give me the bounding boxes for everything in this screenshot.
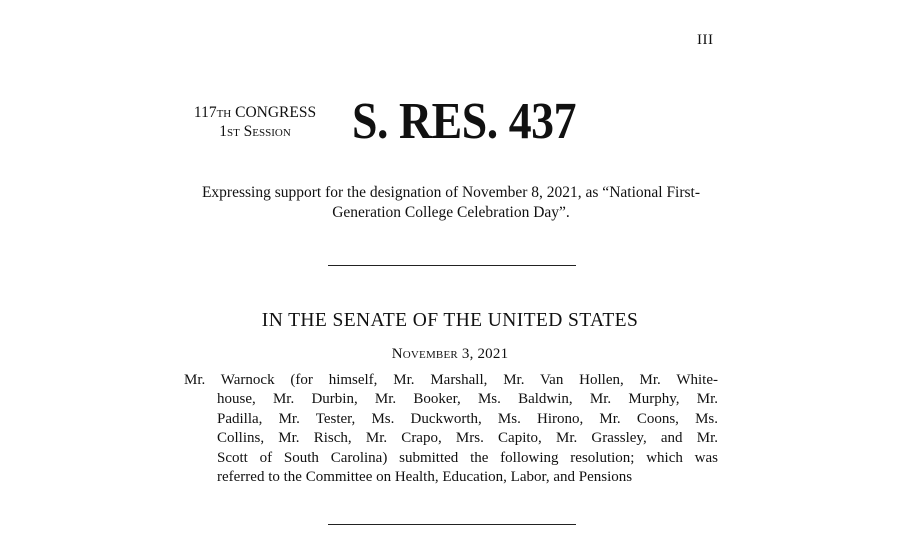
sponsor-line: Padilla, Mr. Tester, Ms. Duckworth, Ms. Hirono, Mr. Coons, Ms. bbox=[217, 410, 718, 427]
sponsor-line: Mr. Warnock (for himself, Mr. Marshall, Mr. Van Hollen, Mr. White- bbox=[184, 372, 718, 388]
sponsor-line: Collins, Mr. Risch, Mr. Crapo, Mrs. Capito, Mr. Grassley, and Mr. bbox=[217, 430, 718, 447]
congress-label: 117th CONGRESS bbox=[193, 104, 317, 121]
bill-number: S. RES. 437 bbox=[352, 93, 577, 150]
divider-top bbox=[328, 265, 576, 266]
action-date: November 3, 2021 bbox=[391, 346, 509, 362]
session-label: 1st Session bbox=[219, 123, 291, 140]
chamber-heading: IN THE SENATE OF THE UNITED STATES bbox=[261, 310, 639, 331]
sponsor-line: house, Mr. Durbin, Mr. Booker, Ms. Baldwin, Mr. Murphy, Mr. bbox=[217, 391, 718, 408]
sponsor-line: referred to the Committee on Health, Education, Labor, and Pensions bbox=[217, 469, 633, 486]
resolution-title: Expressing support for the designation of November 8, 2021, as “National First-Generation College Celebration Day”. bbox=[201, 184, 701, 221]
congress-session-block bbox=[176, 103, 334, 141]
divider-bottom bbox=[328, 524, 576, 525]
sponsor-line: Scott of South Carolina) submitted the following resolution; which was bbox=[217, 449, 718, 466]
page-marker: III bbox=[697, 32, 714, 48]
sponsor-statement bbox=[184, 371, 724, 487]
